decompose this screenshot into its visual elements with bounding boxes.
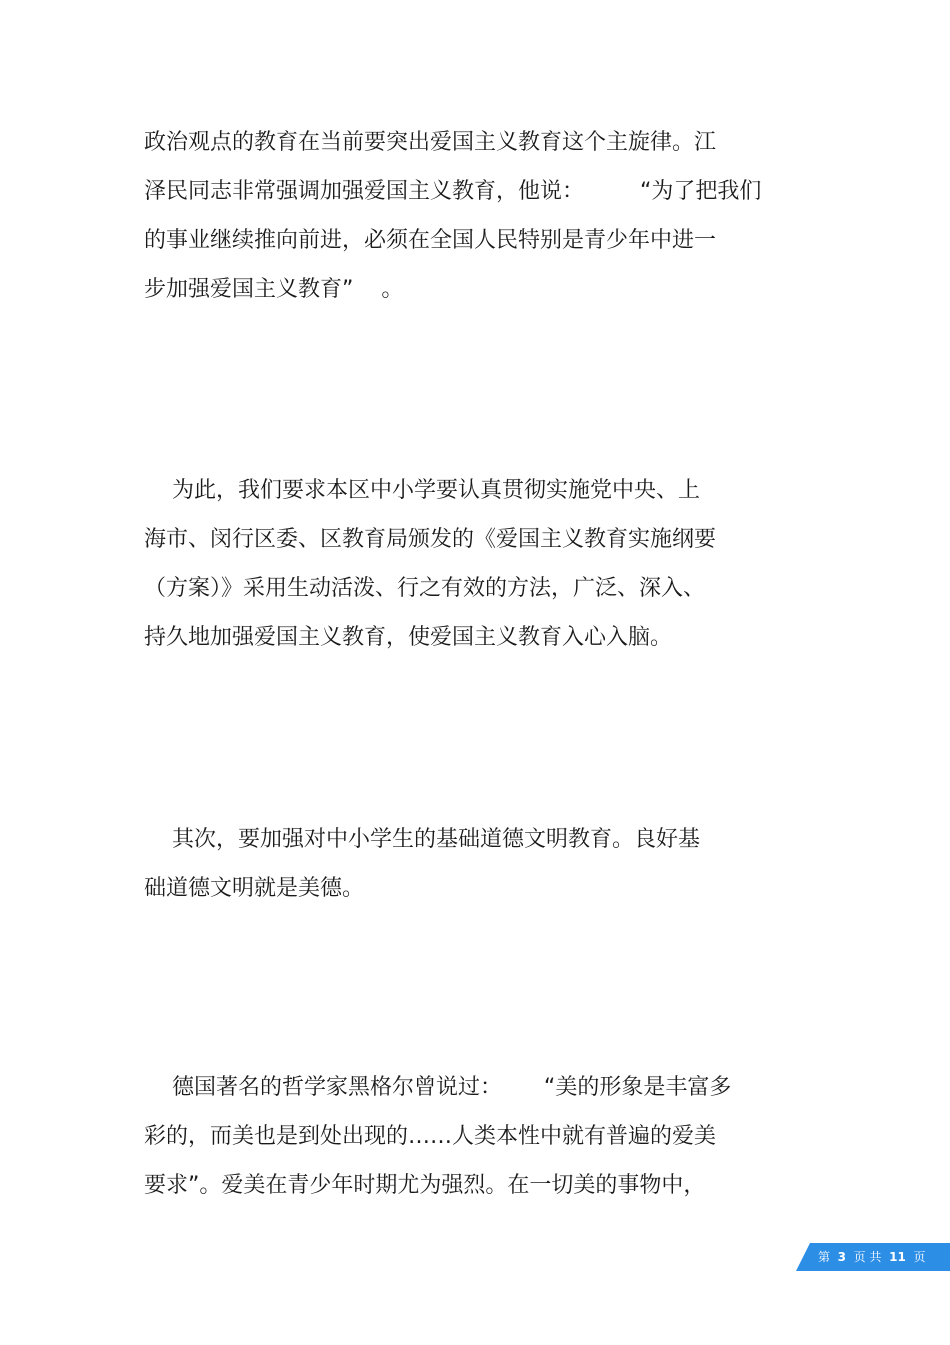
- total-pages-number: 11: [889, 1250, 906, 1264]
- text-line: 彩的，而美也是到处出现的……人类本性中就有普遍的爱美: [144, 1124, 717, 1149]
- text-line: 要求”。爱美在青少年时期尤为强烈。在一切美的事物中，: [144, 1173, 706, 1198]
- text-line: 础道德文明就是美德。: [144, 876, 365, 901]
- text-line: 步加强爱国主义教育” 。: [144, 277, 404, 302]
- current-page-number: 3: [837, 1250, 847, 1264]
- text-line: 泽民同志非常强调加强爱国主义教育，他说： “为了把我们: [144, 179, 762, 204]
- paragraph-2: [144, 466, 804, 662]
- page-prefix: 第: [818, 1250, 831, 1264]
- text-line: （方案）》采用生动活泼、行之有效的方法，广泛、深入、: [144, 576, 706, 601]
- paragraph-4: [144, 1063, 804, 1210]
- page-middle: 页 共: [853, 1250, 882, 1264]
- paragraph-3: [144, 815, 804, 913]
- page-suffix: 页: [913, 1250, 926, 1264]
- text-line: 的事业继续推向前进，必须在全国人民特别是青少年中进一: [144, 228, 717, 253]
- page-number-badge: [796, 1243, 950, 1271]
- text-line: 德国著名的哲学家黑格尔曾说过： “美的形象是丰富多: [144, 1075, 732, 1100]
- text-line: 为此，我们要求本区中小学要认真贯彻实施党中央、上: [144, 478, 700, 503]
- text-line: 海市、闵行区委、区教育局颁发的《爱国主义教育实施纲要: [144, 527, 717, 552]
- paragraph-1: [144, 118, 804, 314]
- text-line: 其次，要加强对中小学生的基础道德文明教育。良好基: [144, 827, 700, 852]
- text-line: 持久地加强爱国主义教育，使爱国主义教育入心入脑。: [144, 625, 673, 650]
- page-indicator: [818, 1243, 925, 1271]
- text-line: 政治观点的教育在当前要突出爱国主义教育这个主旋律。江: [144, 130, 717, 155]
